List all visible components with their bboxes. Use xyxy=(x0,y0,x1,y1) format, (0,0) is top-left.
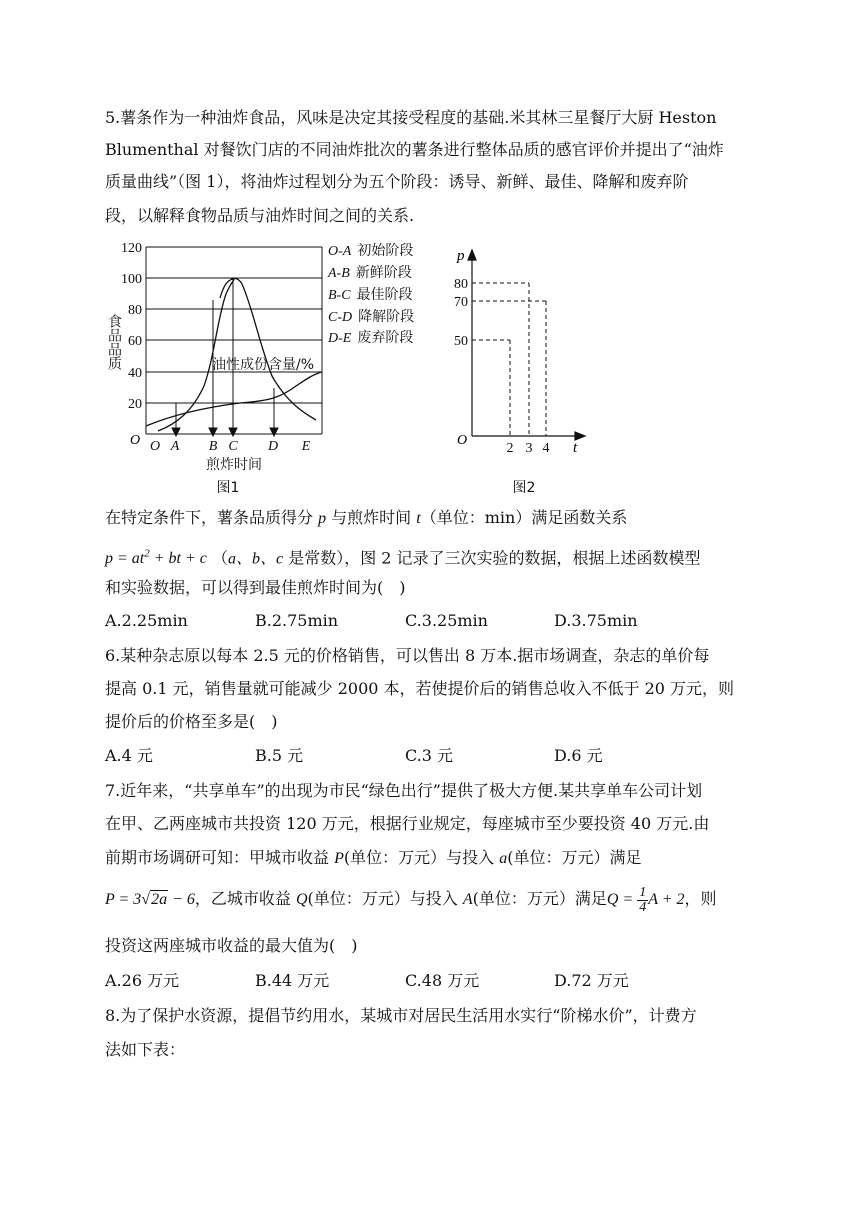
q7-option-c[interactable]: C.48 万元 xyxy=(405,971,480,990)
q5-option-c[interactable]: C.3.25min xyxy=(405,611,488,630)
q8-line-2: 法如下表： xyxy=(105,1040,186,1059)
q7-line-2: 在甲、乙两座城市共投资 120 万元，根据行业规定，每座城市至少要投资 40 万元.由 xyxy=(105,814,710,833)
figure-1-quality-curve-line xyxy=(158,278,316,431)
q7-line-4: P = 3√2a − 6，乙城市收益 Q(单位：万元）与投入 A(单位：万元）满足Q = $\frac{1}{4}$ A + 2，则 xyxy=(105,885,717,915)
figure-1-quality-curve xyxy=(100,236,440,498)
figure-1-xtick-c: C xyxy=(228,439,238,454)
figure-1-caption: 图1 xyxy=(216,480,240,496)
figure-1-xlabel: 煎炸时间 xyxy=(206,457,262,473)
q5-option-b[interactable]: B.2.75min xyxy=(255,611,339,630)
q5-line-5: 在特定条件下，薯条品质得分 p 与煎炸时间 t（单位：min）满足函数关系 xyxy=(105,508,628,527)
q5-option-d[interactable]: D.3.75min xyxy=(554,611,638,630)
figure-2-xtick-3: 3 xyxy=(525,441,533,456)
fraction-one-quarter: $\frac{1}{4}$ xyxy=(639,885,647,915)
q7-line-1: 7.近年来，“共享单车”的出现为市民“绿色出行”提供了极大方便.某共享单车公司计划 xyxy=(105,781,703,800)
figure-2-ylabel: p xyxy=(457,248,465,264)
q5-line-1: 5.薯条作为一种油炸食品，风味是决定其接受程度的基础.米其林三星餐厅大厨 Heston xyxy=(105,108,717,127)
figure-1-ytick-20: 20 xyxy=(128,397,142,412)
figure-1-legend-4: D-E 废弃阶段 xyxy=(328,330,414,346)
var-a: a xyxy=(499,850,508,867)
var-A: A xyxy=(462,891,473,909)
q5-line-4: 段，以解释食物品质与油炸时间之间的关系. xyxy=(105,206,415,225)
q5-line-7: 和实验数据，可以得到最佳煎炸时间为( ) xyxy=(105,578,406,597)
figure-2-xlabel: t xyxy=(573,440,578,456)
figure-1-ytick-60: 60 xyxy=(128,334,142,349)
figure-1-legend-2: B-C 最佳阶段 xyxy=(328,287,413,303)
figure-1-ytick-120: 120 xyxy=(121,241,142,256)
q5-line-6: $p = at^2$ + bt + c （a、b、c 是常数），图 2 记录了三次实验的数据，根据上述函数模型 xyxy=(105,548,701,568)
figure-1-ytick-40: 40 xyxy=(128,366,142,381)
figure-1-legend-0: O-A 初始阶段 xyxy=(328,243,414,259)
q7-option-d[interactable]: D.72 万元 xyxy=(554,971,629,990)
figure-2-ytick-50: 50 xyxy=(454,334,468,349)
formula-Q: Q = $\frac{1}{4}$ A + 2 xyxy=(606,885,685,915)
figure-1-origin: O xyxy=(130,433,141,448)
q6-option-d[interactable]: D.6 元 xyxy=(554,746,603,765)
figure-2-xtick-4: 4 xyxy=(542,441,550,456)
figure-2-caption: 图2 xyxy=(512,480,536,496)
figure-1-xtick-o: O xyxy=(149,439,161,454)
formula-P: P = 3√2a − 6 xyxy=(105,891,195,909)
figure-2-xtick-2: 2 xyxy=(506,441,514,456)
figure-1-ytick-100: 100 xyxy=(121,272,142,287)
q5-option-a[interactable]: A.2.25min xyxy=(105,611,188,630)
q7-option-a[interactable]: A.26 万元 xyxy=(105,971,180,990)
figure-1-xtick-e: E xyxy=(301,439,311,454)
figure-1-legend-1: A-B 新鲜阶段 xyxy=(328,265,412,281)
figure-2-origin: O xyxy=(457,433,468,448)
figure-1-xtick-b: B xyxy=(208,439,218,454)
q6-line-1: 6.某种杂志原以每本 2.5 元的价格销售，可以售出 8 万本.据市场调查，杂志的单价每 xyxy=(105,646,710,665)
figure-2-dashed-guides xyxy=(472,283,546,436)
constants-abc: a、b、c xyxy=(228,550,284,568)
q6-line-2: 提高 0.1 元，销售量就可能减少 2000 本，若使提价后的销售总收入不低于 20 万元，则 xyxy=(105,679,735,698)
figure-1-xtick-d: D xyxy=(267,439,279,454)
figure-1-ylabel: 食品品质 xyxy=(106,314,122,370)
var-t: t xyxy=(416,510,421,527)
q8-line-1: 8.为了保护水资源，提倡节约用水，某城市对居民生活用水实行“阶梯水价”，计费方 xyxy=(105,1006,697,1025)
q6-option-c[interactable]: C.3 元 xyxy=(405,746,454,765)
var-Q: Q xyxy=(295,891,308,909)
q7-line-3: 前期市场调研可知：甲城市收益 P(单位：万元）与投入 a(单位：万元）满足 xyxy=(105,848,642,867)
figure-1-oil-content-curve xyxy=(146,372,322,426)
q6-line-3: 提价后的价格至多是( ) xyxy=(105,712,278,731)
var-p: p xyxy=(318,510,327,527)
figure-1-curve-label: 油性成份含量/% xyxy=(212,357,315,373)
q5-line-2: Blumenthal 对餐饮门店的不同油炸批次的薯条进行整体品质的感官评价并提出了“油炸 xyxy=(105,140,724,159)
figure-2-ytick-70: 70 xyxy=(454,295,468,310)
q7-line-5: 投资这两座城市收益的最大值为( ) xyxy=(105,936,358,955)
figure-2-experiment-data xyxy=(445,240,595,498)
formula-quadratic: $p = at^2$ + bt + c xyxy=(105,548,207,568)
figure-1-xtick-a: A xyxy=(170,439,180,454)
figure-2-ytick-80: 80 xyxy=(454,277,468,292)
q6-option-b[interactable]: B.5 元 xyxy=(255,746,304,765)
q6-option-a[interactable]: A.4 元 xyxy=(105,746,153,765)
figure-1-legend-3: C-D 降解阶段 xyxy=(328,309,415,325)
var-P: P xyxy=(334,850,344,867)
figure-1-ytick-80: 80 xyxy=(128,303,142,318)
q5-line-3: 质量曲线”（图 1），将油炸过程划分为五个阶段：诱导、新鲜、最佳、降解和废弃阶 xyxy=(105,172,689,191)
q7-option-b[interactable]: B.44 万元 xyxy=(255,971,330,990)
